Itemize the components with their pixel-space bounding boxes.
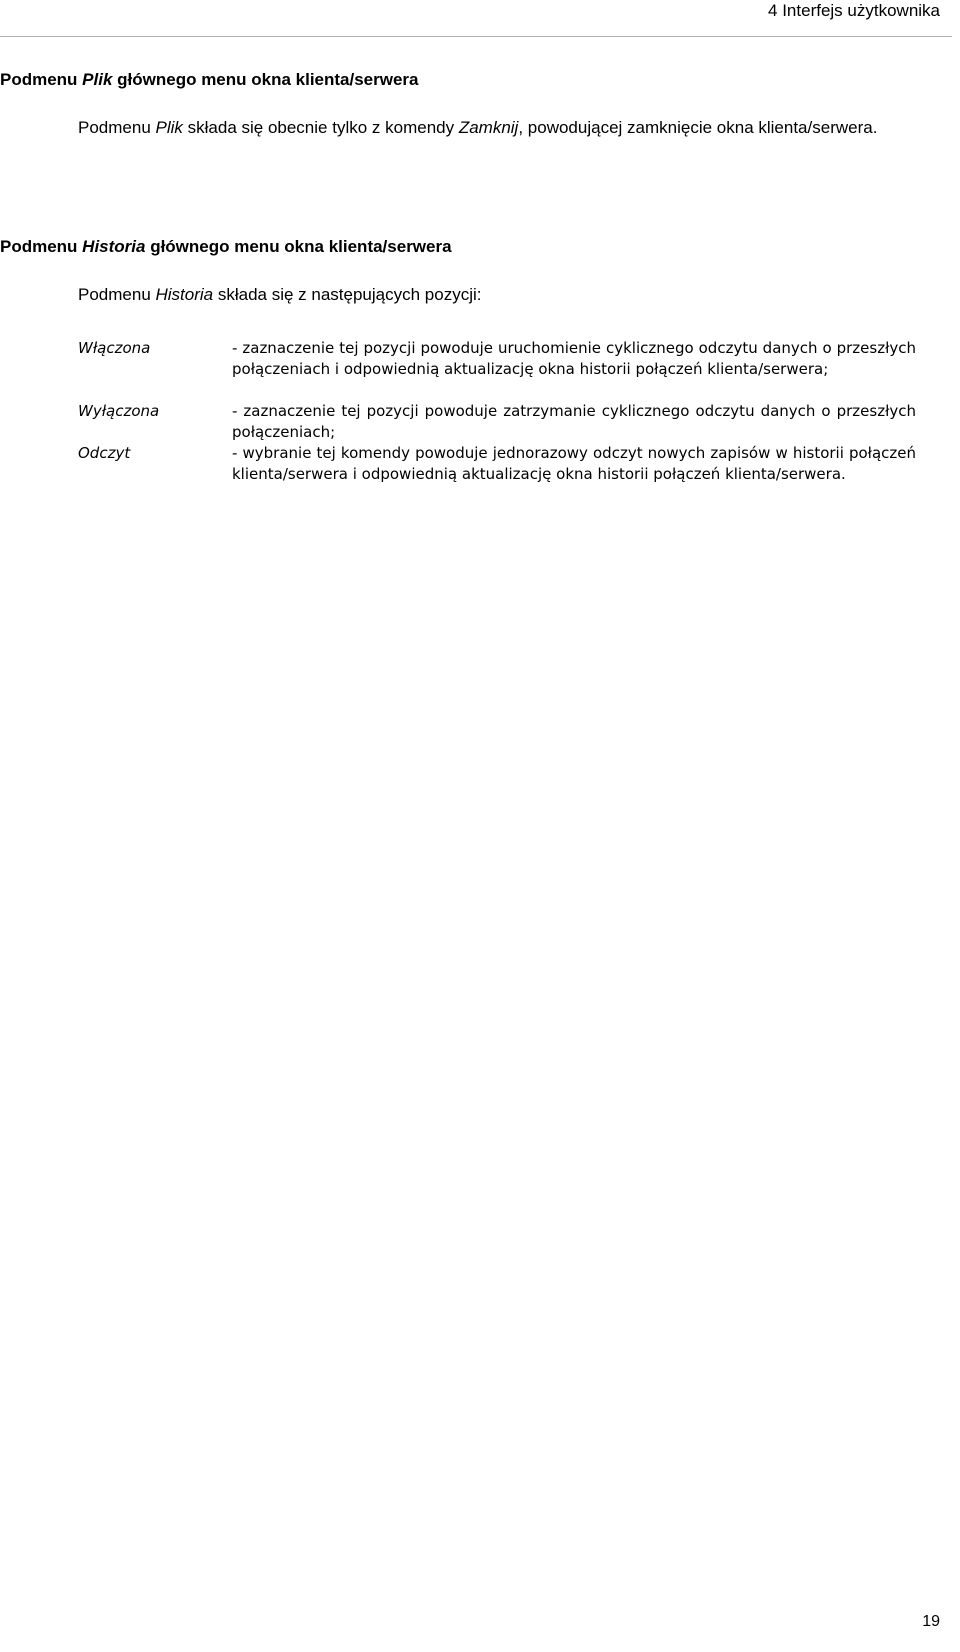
item-description-wlaczona: - zaznaczenie tej pozycji powoduje uruchomienie cyklicznego odczytu danych o przeszłych połączeniach i odpowiednią aktualizację okna historii połączeń klienta/serwera; xyxy=(232,339,916,378)
plik-desc-middle: składa się obecnie tylko z komendy xyxy=(182,118,459,137)
heading-suffix: głównego menu okna klienta/serwera xyxy=(145,237,452,256)
heading-menu-name: Plik xyxy=(82,70,113,89)
heading-menu-name: Historia xyxy=(82,237,146,256)
section-heading-historia xyxy=(0,236,452,258)
item-term-wlaczona: Włączona xyxy=(78,339,151,357)
plik-desc-command-name: Zamknij xyxy=(458,118,519,137)
plik-desc-suffix: , powodującej zamknięcie okna klienta/serwera. xyxy=(518,118,878,137)
historia-desc-prefix: Podmenu xyxy=(78,285,156,304)
historia-desc-menu-name: Historia xyxy=(155,285,214,304)
heading-prefix: Podmenu xyxy=(0,70,83,89)
item-description-odczyt: - wybranie tej komendy powoduje jednorazowy odczyt nowych zapisów w historii połączeń klienta/serwera i odpowiednią aktualizację okna historii połączeń klienta/serwera. xyxy=(232,444,916,483)
plik-desc-menu-name: Plik xyxy=(155,118,183,137)
section-heading-plik xyxy=(0,69,419,91)
running-header: 4 Interfejs użytkownika xyxy=(768,1,940,20)
heading-prefix: Podmenu xyxy=(0,237,83,256)
item-term-wylaczona: Wyłączona xyxy=(78,402,160,420)
historia-desc-suffix: składa się z następujących pozycji: xyxy=(213,285,482,304)
plik-desc-prefix: Podmenu xyxy=(78,118,156,137)
historia-description xyxy=(78,284,916,306)
item-description-wylaczona: - zaznaczenie tej pozycji powoduje zatrzymanie cyklicznego odczytu danych o przeszłych połączeniach; xyxy=(232,402,916,441)
plik-description xyxy=(78,117,916,139)
item-term-odczyt: Odczyt xyxy=(78,444,131,462)
header-rule xyxy=(0,36,952,37)
page-number: 19 xyxy=(922,1613,940,1630)
heading-suffix: głównego menu okna klienta/serwera xyxy=(112,70,419,89)
